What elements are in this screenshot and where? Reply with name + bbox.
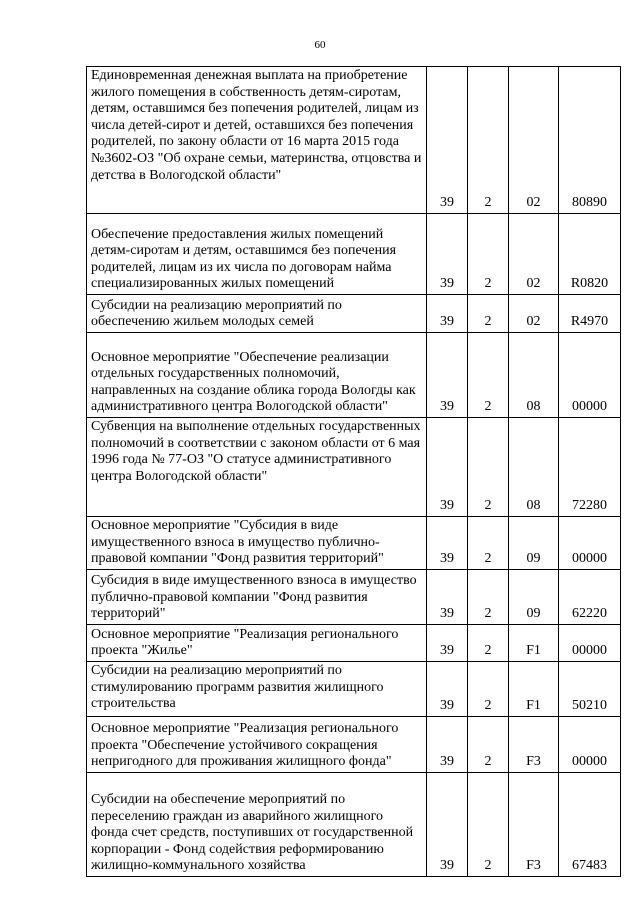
row-code-1: 39: [427, 295, 468, 333]
row-code-4: 62220: [559, 570, 621, 625]
row-code-3: F3: [509, 717, 559, 773]
row-code-4: 67483: [559, 773, 621, 877]
row-name: Субвенция на выполнение отдельных государственных полномочий в соответствии с законом области от 6 мая 1996 года № 77-ОЗ "О статусе административного центра Вологодской области": [87, 418, 427, 517]
row-code-3: 09: [509, 517, 559, 570]
row-name: Субсидии на реализацию мероприятий по стимулированию программ развития жилищного строительства: [87, 662, 427, 717]
row-code-1: 39: [427, 517, 468, 570]
row-code-4: 50210: [559, 662, 621, 717]
row-name: Субсидия в виде имущественного взноса в имущество публично-правовой компании "Фонд развития территорий": [87, 570, 427, 625]
row-code-4: R4970: [559, 295, 621, 333]
row-code-1: 39: [427, 570, 468, 625]
table-row: [87, 295, 621, 333]
row-code-2: 2: [468, 773, 509, 877]
row-code-1: 39: [427, 333, 468, 418]
row-code-3: 08: [509, 418, 559, 517]
row-name: Основное мероприятие "Обеспечение реализации отдельных государственных полномочий, направленных на создание облика города Вологды как административного центра Вологодской области": [87, 333, 427, 418]
row-code-2: 2: [468, 717, 509, 773]
row-code-2: 2: [468, 662, 509, 717]
table-row: [87, 570, 621, 625]
row-code-3: 02: [509, 295, 559, 333]
page-number: 60: [314, 39, 326, 51]
row-code-4: 00000: [559, 717, 621, 773]
row-name: Единовременная денежная выплата на приобретение жилого помещения в собственность детям-сиротам, детям, оставшимся без попечения родителей, лицам из числа детей-сирот и детей, оставшихся без попечения родителей, по закону области от 16 марта 2015 года №3602-ОЗ "Об охране семьи, материнства, отцовства и детства в Вологодской области": [87, 67, 427, 214]
table-row: [87, 418, 621, 517]
table-row: [87, 333, 621, 418]
row-code-2: 2: [468, 570, 509, 625]
row-code-2: 2: [468, 295, 509, 333]
row-code-2: 2: [468, 625, 509, 662]
row-code-1: 39: [427, 773, 468, 877]
row-code-3: F1: [509, 625, 559, 662]
row-name: Субсидии на обеспечение мероприятий по переселению граждан из аварийного жилищного фонда счет средств, поступивших от государственной корпорации - Фонд содействия реформированию жилищно-коммунального хозяйства: [87, 773, 427, 877]
table-row: [87, 662, 621, 717]
row-code-1: 39: [427, 214, 468, 295]
row-code-1: 39: [427, 717, 468, 773]
row-code-3: F3: [509, 773, 559, 877]
table-row: [87, 214, 621, 295]
row-code-4: R0820: [559, 214, 621, 295]
table-row: [87, 67, 621, 214]
budget-classification-table: [86, 66, 621, 877]
row-code-3: F1: [509, 662, 559, 717]
row-code-4: 00000: [559, 625, 621, 662]
row-code-2: 2: [468, 517, 509, 570]
row-code-4: 00000: [559, 517, 621, 570]
row-name: Основное мероприятие "Субсидия в виде имущественного взноса в имущество публично-правовой компании "Фонд развития территорий": [87, 517, 427, 570]
row-code-1: 39: [427, 662, 468, 717]
row-name: Субсидии на реализацию мероприятий по обеспечению жильем молодых семей: [87, 295, 427, 333]
row-code-2: 2: [468, 418, 509, 517]
table-row: [87, 625, 621, 662]
row-code-2: 2: [468, 214, 509, 295]
row-name: Основное мероприятие "Реализация регионального проекта "Обеспечение устойчивого сокращения непригодного для проживания жилищного фонда": [87, 717, 427, 773]
table-row: [87, 773, 621, 877]
row-code-3: 02: [509, 67, 559, 214]
row-code-4: 80890: [559, 67, 621, 214]
row-name: Обеспечение предоставления жилых помещений детям-сиротам и детям, оставшимся без попечения родителей, лицам из их числа по договорам найма специализированных жилых помещений: [87, 214, 427, 295]
row-code-4: 72280: [559, 418, 621, 517]
row-code-4: 00000: [559, 333, 621, 418]
row-code-3: 08: [509, 333, 559, 418]
row-code-1: 39: [427, 67, 468, 214]
row-code-1: 39: [427, 418, 468, 517]
row-code-2: 2: [468, 333, 509, 418]
row-code-2: 2: [468, 67, 509, 214]
table-row: [87, 717, 621, 773]
row-name: Основное мероприятие "Реализация регионального проекта "Жилье": [87, 625, 427, 662]
row-code-3: 09: [509, 570, 559, 625]
table-row: [87, 517, 621, 570]
row-code-3: 02: [509, 214, 559, 295]
row-code-1: 39: [427, 625, 468, 662]
